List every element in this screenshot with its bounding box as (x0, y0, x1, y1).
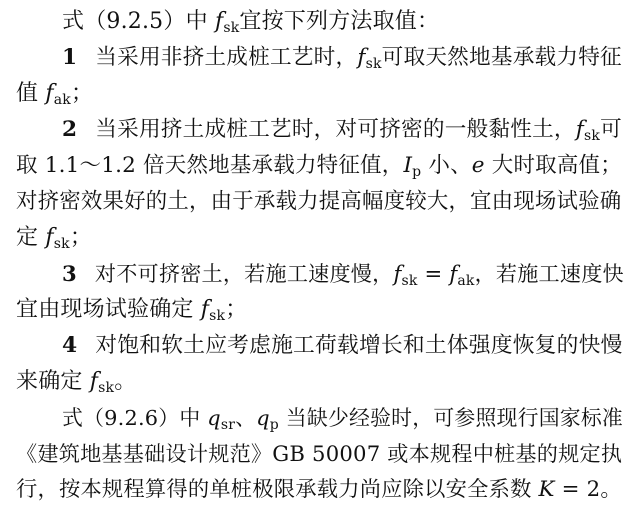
text-run: 定 (16, 225, 46, 250)
subscript: p (269, 417, 279, 433)
math-symbol: q (207, 406, 221, 430)
text-run: 取 1.1～1.2 倍天然地基承载力特征值， (16, 153, 404, 178)
text-run: 宜按下列方法取值： (239, 9, 440, 34)
math-symbol: I (403, 153, 413, 178)
text-line (16, 40, 625, 76)
math-symbol: f (45, 225, 54, 250)
subscript: ak (457, 273, 475, 289)
text-run: 来确定 (16, 369, 90, 394)
text-run: 可 (600, 117, 622, 142)
math-symbol: f (214, 9, 224, 34)
math-symbol: f (357, 45, 366, 70)
text-line (16, 472, 625, 508)
text-line (16, 256, 625, 292)
text-run: 值 (16, 81, 46, 106)
text-run: 可取天然地基承载力特征 (381, 45, 622, 70)
text-run: 《建筑地基基础设计规范》GB 50007 或本规程中桩基的规定执 (16, 441, 623, 466)
text-line (16, 292, 625, 328)
text-run: 宜由现场试验确定 (16, 297, 201, 322)
text-run: 行，按本规程算得的单桩极限承载力尚应除以安全系数 (16, 477, 539, 502)
text-run: 式（9.2.6）中 (62, 406, 208, 430)
subscript: sk (365, 56, 382, 72)
text-run: ； (69, 225, 93, 250)
text-line (16, 328, 625, 364)
text-run: 对挤密效果好的土，由于承载力提高幅度较大，宜由现场试验确 (16, 189, 622, 214)
text-line (16, 436, 625, 472)
text-line (16, 364, 625, 400)
subscript: sk (209, 308, 226, 324)
math-symbol: q (256, 406, 270, 430)
text-run: 对饱和软土应考虑施工荷载增长和土体强度恢复的快慢 (95, 333, 623, 358)
subscript: sk (223, 20, 240, 36)
text-run: 。 (114, 369, 137, 394)
math-symbol: f (89, 369, 99, 394)
math-symbol: f (200, 297, 210, 322)
text-run: 小、 (421, 153, 472, 178)
text-run: 当采用挤土成桩工艺时，对可挤密的一般黏性土， (95, 117, 576, 142)
subscript: sk (53, 236, 70, 252)
subscript: ak (53, 92, 71, 108)
text-line (16, 220, 625, 256)
text-run: = 2。 (554, 477, 622, 502)
text-run: ，若施工速度快 (474, 261, 624, 286)
text-line (16, 400, 625, 436)
text-run: 当采用非挤土成桩工艺时， (95, 45, 358, 70)
text-line (16, 184, 625, 220)
clause-number: 2 (62, 117, 78, 142)
math-symbol: f (393, 261, 402, 286)
subscript: sr (220, 417, 236, 433)
text-line (16, 4, 625, 40)
math-symbol: f (575, 117, 584, 142)
clause-number: 3 (62, 261, 77, 286)
subscript: sk (98, 380, 115, 396)
subscript: sk (583, 128, 601, 144)
text-line (16, 76, 625, 112)
text-run: 当缺少经验时，可参照现行国家标准 (278, 406, 623, 430)
math-symbol: e (471, 153, 485, 178)
text-run: = (417, 261, 450, 286)
text-run: ； (225, 297, 248, 322)
text-line (16, 112, 625, 148)
subscript: p (412, 164, 422, 180)
text-run: ； (70, 81, 94, 106)
math-symbol: f (449, 261, 458, 286)
clause-number: 4 (62, 333, 78, 358)
text-run: 、 (235, 406, 257, 430)
math-symbol: f (45, 81, 54, 106)
text-line (16, 148, 625, 184)
text-run: 对不可挤密土，若施工速度慢， (94, 261, 394, 286)
math-symbol: K (538, 477, 555, 502)
subscript: sk (401, 273, 418, 289)
clause-number: 1 (62, 45, 78, 70)
text-run: 大时取高值； (484, 153, 622, 178)
text-run: 式（9.2.5）中 (62, 9, 215, 34)
